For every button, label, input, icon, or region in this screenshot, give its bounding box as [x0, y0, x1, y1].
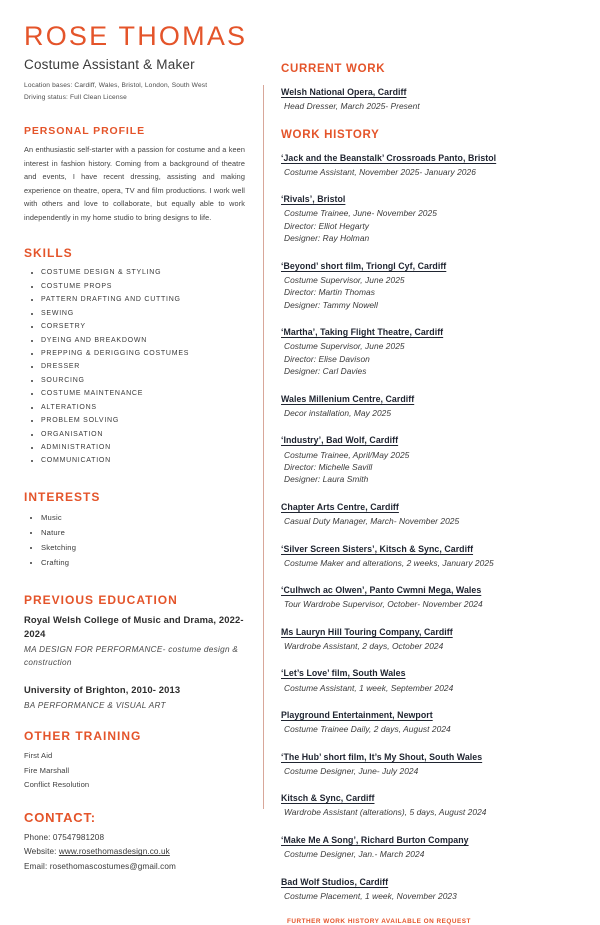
- job-detail: Tour Wardrobe Supervisor, October- November 2024: [284, 599, 483, 610]
- job-entry: [281, 622, 590, 653]
- job-detail: Head Dresser, March 2025- Present: [284, 101, 420, 112]
- list-item: • Crafting: [41, 555, 249, 570]
- job-detail: Wardrobe Assistant (alterations), 5 days, August 2024: [284, 807, 487, 818]
- contact-heading: CONTACT:: [24, 810, 96, 826]
- job-entry: [281, 256, 590, 312]
- work-history-section: [281, 129, 590, 925]
- job-entry: [281, 663, 590, 694]
- education-institution: University of Brighton, 2010- 2013: [24, 684, 181, 696]
- personal-profile-heading: PERSONAL PROFILE: [24, 125, 145, 138]
- education-section: [24, 593, 249, 712]
- list-item: • SOURCING: [41, 374, 249, 387]
- job-detail: Costume Assistant, November 2025- January 2026: [284, 166, 476, 177]
- job-employer: ‘Jack and the Beanstalk’ Crossroads Panto, Bristol: [281, 152, 497, 163]
- education-qualification: BA PERFORMANCE & VISUAL ART: [24, 700, 166, 710]
- job-employer: ‘The Hub’ short film, It’s My Shout, South Wales: [281, 751, 483, 762]
- work-history-heading: WORK HISTORY: [281, 128, 380, 141]
- right-column: [264, 0, 600, 925]
- job-director: Director: Martin Thomas: [284, 287, 375, 298]
- skills-heading: SKILLS: [24, 246, 73, 261]
- job-director: Director: Michelle Savill: [284, 462, 373, 472]
- job-designer: Designer: Laura Smith: [284, 474, 369, 485]
- job-detail: Costume Supervisor, June 2025: [284, 341, 405, 352]
- list-item: • ADMINISTRATION: [41, 441, 249, 454]
- job-detail: Costume Assistant, 1 week, September 2024: [284, 682, 454, 693]
- list-item: • PROBLEM SOLVING: [41, 414, 249, 427]
- left-column: [0, 0, 263, 871]
- current-work-heading: CURRENT WORK: [281, 63, 386, 75]
- list-item: • Nature: [41, 525, 249, 540]
- job-title: Costume Assistant & Maker: [24, 57, 195, 73]
- training-item: First Aid: [24, 750, 53, 760]
- list-item: • Music: [41, 510, 249, 525]
- interests-heading: INTERESTS: [24, 489, 101, 504]
- driving-status-line: Driving status: Full Clean License: [24, 93, 127, 101]
- list-item: • SEWING: [41, 307, 249, 320]
- job-employer: Bad Wolf Studios, Cardiff: [281, 876, 389, 887]
- job-entry: [281, 872, 590, 903]
- job-entry: [281, 580, 590, 611]
- job-designer: Designer: Carl Davies: [284, 366, 367, 377]
- job-employer: ‘Beyond’ short film, Triongl Cyf, Cardiff: [281, 260, 447, 271]
- job-employer: Playground Entertainment, Newport: [281, 710, 433, 720]
- location-line: Location bases: Cardiff, Wales, Bristol, London, South West: [24, 82, 208, 90]
- job-entry: [281, 747, 590, 778]
- further-history-note: FURTHER WORK HISTORY AVAILABLE ON REQUEST: [287, 918, 471, 925]
- job-employer: ‘Rivals’, Bristol: [281, 194, 346, 205]
- list-item: • COSTUME PROPS: [41, 280, 249, 293]
- job-director: Director: Elise Davison: [284, 353, 370, 364]
- job-employer: Chapter Arts Centre, Cardiff: [281, 501, 399, 512]
- job-entry: [281, 430, 590, 486]
- job-employer: ‘Martha’, Taking Flight Theatre, Cardiff: [281, 327, 444, 338]
- job-employer: ‘Let’s Love’ film, South Wales: [281, 668, 406, 679]
- other-training-heading: OTHER TRAINING: [24, 728, 142, 743]
- education-institution: Royal Welsh College of Music and Drama, 2022- 2024: [24, 613, 244, 640]
- job-employer: Wales Millenium Centre, Cardiff: [281, 393, 415, 404]
- list-item: • COSTUME MAINTENANCE: [41, 387, 249, 400]
- job-entry: [281, 705, 590, 736]
- job-employer: ‘Silver Screen Sisters’, Kitsch & Sync, Cardiff: [281, 543, 474, 554]
- job-entry: [281, 830, 590, 861]
- list-item: • COSTUME DESIGN & STYLING: [41, 266, 249, 279]
- other-training-section: [24, 729, 249, 793]
- education-heading: PREVIOUS EDUCATION: [24, 592, 178, 607]
- job-entry: [281, 788, 590, 819]
- job-detail: Wardrobe Assistant, 2 days, October 2024: [284, 640, 444, 651]
- job-detail: Costume Maker and alterations, 2 weeks, January 2025: [284, 557, 494, 568]
- job-employer: Ms Lauryn Hill Touring Company, Cardiff: [281, 626, 453, 637]
- job-detail: Costume Supervisor, June 2025: [284, 274, 405, 285]
- contact-website: [24, 845, 249, 859]
- job-employer: ‘Make Me A Song’, Richard Burton Company: [281, 834, 469, 845]
- current-work-section: [281, 63, 590, 113]
- job-employer: Welsh National Opera, Cardiff: [281, 87, 407, 97]
- list-item: • DRESSER: [41, 360, 249, 373]
- job-entry: [281, 389, 590, 420]
- job-detail: Costume Designer, Jan.- March 2024: [284, 849, 425, 860]
- list-item: • ORGANISATION: [41, 428, 249, 441]
- list-item: • CORSETRY: [41, 320, 249, 333]
- job-employer: Kitsch & Sync, Cardiff: [281, 793, 375, 804]
- contact-phone: Phone: 07547981208: [24, 833, 105, 843]
- interests-section: [24, 490, 249, 571]
- contact-section: [24, 810, 249, 874]
- job-entry: [281, 322, 590, 378]
- training-item: Fire Marshall: [24, 765, 70, 775]
- job-entry: [281, 148, 590, 179]
- contact-email: Email: rosethomascostumes@gmail.com: [24, 861, 176, 871]
- interests-list: [24, 510, 249, 571]
- training-item: Conflict Resolution: [24, 780, 90, 790]
- job-detail: Costume Designer, June- July 2024: [284, 765, 419, 776]
- job-designer: Designer: Ray Holman: [284, 233, 370, 244]
- list-item: • DYEING AND BREAKDOWN: [41, 334, 249, 347]
- job-employer: ‘Industry’, Bad Wolf, Cardiff: [281, 435, 399, 446]
- job-detail: Costume Trainee, April/May 2025: [284, 449, 410, 460]
- job-designer: Designer: Tammy Nowell: [284, 299, 378, 310]
- job-detail: Costume Placement, 1 week, November 2023: [284, 890, 457, 901]
- job-employer: ‘Culhwch ac Olwen’, Panto Cwmni Mega, Wales: [281, 585, 482, 596]
- contact-website-link[interactable]: www.rosethomasdesign.co.uk: [58, 847, 170, 857]
- job-entry: [281, 497, 590, 528]
- job-director: Director: Elliot Hegarty: [284, 220, 369, 231]
- list-item: • ALTERATIONS: [41, 401, 249, 414]
- list-item: • PATTERN DRAFTING AND CUTTING: [41, 293, 249, 306]
- job-entry: [281, 189, 590, 245]
- personal-profile-text: An enthusiastic self-starter with a passion for costume and a keen interest in fashion history. Coming from a background of theatre and events, I have recent dressing, assisting and making experience on theatre, opera, TV and film productions. I work well with others and love to collaborate, but equally able to work independently in my home studio to bring designs to life.: [24, 145, 245, 222]
- personal-profile-section: [24, 125, 249, 224]
- job-entry: [281, 539, 590, 570]
- skills-section: [24, 246, 249, 468]
- list-item: • PREPPING & DERIGGING COSTUMES: [41, 347, 249, 360]
- job-detail: Decor installation, May 2025: [284, 407, 392, 418]
- contact-website-label: Website:: [24, 847, 59, 857]
- skills-list: [24, 266, 249, 468]
- education-entry: [24, 683, 249, 712]
- list-item: • COMMUNICATION: [41, 454, 249, 467]
- job-detail: Costume Trainee, June- November 2025: [284, 208, 437, 219]
- job-detail: Casual Duty Manager, March- November 2025: [284, 516, 460, 527]
- job-entry: [281, 82, 590, 113]
- page-title: ROSE THOMAS: [24, 21, 248, 51]
- list-item: • Sketching: [41, 540, 249, 555]
- job-detail: Costume Trainee Daily, 2 days, August 2024: [284, 724, 451, 735]
- education-entry: [24, 613, 249, 669]
- education-qualification: MA DESIGN FOR PERFORMANCE- costume design & construction: [24, 644, 239, 667]
